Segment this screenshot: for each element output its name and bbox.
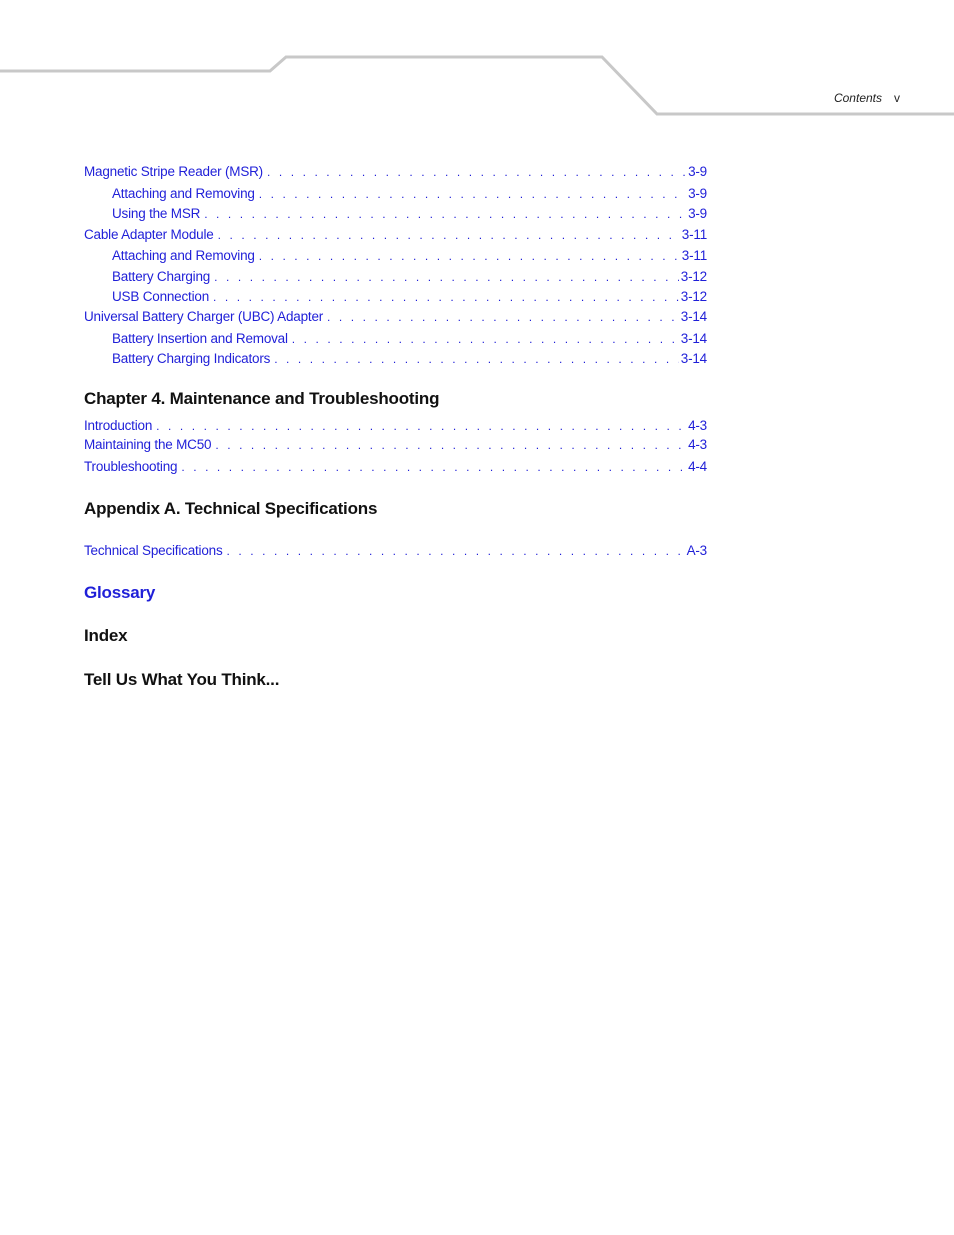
running-head-label: Contents bbox=[833, 91, 882, 105]
toc-entry-page[interactable]: 3-12 bbox=[680, 269, 707, 284]
toc-entry-page[interactable]: 4-3 bbox=[688, 437, 707, 452]
toc-entry-title[interactable]: Cable Adapter Module bbox=[84, 227, 214, 242]
toc-entry-ubc-adapter[interactable] bbox=[84, 309, 707, 327]
toc-entry-battery-charging[interactable] bbox=[112, 269, 707, 287]
toc-entry-title[interactable]: Universal Battery Charger (UBC) Adapter bbox=[84, 309, 324, 324]
toc-entry-page[interactable]: 3-9 bbox=[688, 164, 707, 179]
toc-entry-title[interactable]: Magnetic Stripe Reader (MSR) bbox=[84, 164, 263, 179]
toc-entry-title[interactable]: Introduction bbox=[84, 418, 153, 433]
page-number: v bbox=[894, 91, 900, 105]
toc-entry-page[interactable]: 4-3 bbox=[688, 418, 707, 433]
index-heading: Index bbox=[84, 626, 128, 645]
running-head bbox=[760, 91, 900, 105]
feedback-heading: Tell Us What You Think... bbox=[84, 670, 280, 689]
toc-entry-charging-indicators[interactable] bbox=[112, 351, 707, 369]
toc-entry-tech-specs[interactable] bbox=[84, 543, 707, 561]
toc-entry-page[interactable]: 3-9 bbox=[688, 206, 707, 221]
toc-entry-using-msr[interactable] bbox=[112, 206, 707, 224]
toc-entry-title[interactable]: Attaching and Removing bbox=[112, 248, 255, 263]
toc-entry-page[interactable]: 3-14 bbox=[680, 309, 707, 324]
toc-entry-page[interactable]: 3-9 bbox=[688, 186, 707, 201]
toc-entry-troubleshooting[interactable] bbox=[84, 459, 707, 477]
toc-entry-msr[interactable] bbox=[84, 164, 707, 182]
toc-entry-page[interactable]: A-3 bbox=[686, 543, 707, 558]
toc-entry-maintaining[interactable] bbox=[84, 437, 707, 455]
toc-entry-battery-insertion[interactable] bbox=[112, 331, 707, 349]
toc-entry-page[interactable]: 3-12 bbox=[680, 289, 707, 304]
toc-entry-title[interactable]: Battery Insertion and Removal bbox=[112, 331, 288, 346]
toc-entry-msr-attaching[interactable] bbox=[112, 186, 707, 204]
toc-entry-title[interactable]: Troubleshooting bbox=[84, 459, 178, 474]
toc-entry-title[interactable]: Battery Charging Indicators bbox=[112, 351, 271, 366]
toc-entry-page[interactable]: 3-14 bbox=[680, 331, 707, 346]
toc-entry-cable-attaching[interactable] bbox=[112, 248, 707, 266]
header-decoration bbox=[0, 0, 954, 130]
toc-entry-page[interactable]: 4-4 bbox=[688, 459, 707, 474]
toc-entry-page[interactable]: 3-14 bbox=[680, 351, 707, 366]
toc-entry-title[interactable]: Battery Charging bbox=[112, 269, 211, 284]
toc-entry-title[interactable]: Technical Specifications bbox=[84, 543, 223, 558]
toc-entry-title[interactable]: USB Connection bbox=[112, 289, 210, 304]
chapter-4-heading: Chapter 4. Maintenance and Troubleshooting bbox=[84, 389, 440, 408]
toc-entry-page[interactable]: 3-11 bbox=[681, 248, 707, 263]
glossary-link[interactable]: Glossary bbox=[84, 583, 156, 602]
toc-entry-usb-connection[interactable] bbox=[112, 289, 707, 307]
toc-entry-cable-adapter[interactable] bbox=[84, 227, 707, 245]
toc-entry-title[interactable]: Maintaining the MC50 bbox=[84, 437, 212, 452]
toc-entry-title[interactable]: Using the MSR bbox=[112, 206, 201, 221]
appendix-a-heading: Appendix A. Technical Specifications bbox=[84, 499, 378, 518]
toc-entry-title[interactable]: Attaching and Removing bbox=[112, 186, 255, 201]
toc-entry-introduction[interactable] bbox=[84, 418, 707, 436]
toc-entry-page[interactable]: 3-11 bbox=[681, 227, 707, 242]
